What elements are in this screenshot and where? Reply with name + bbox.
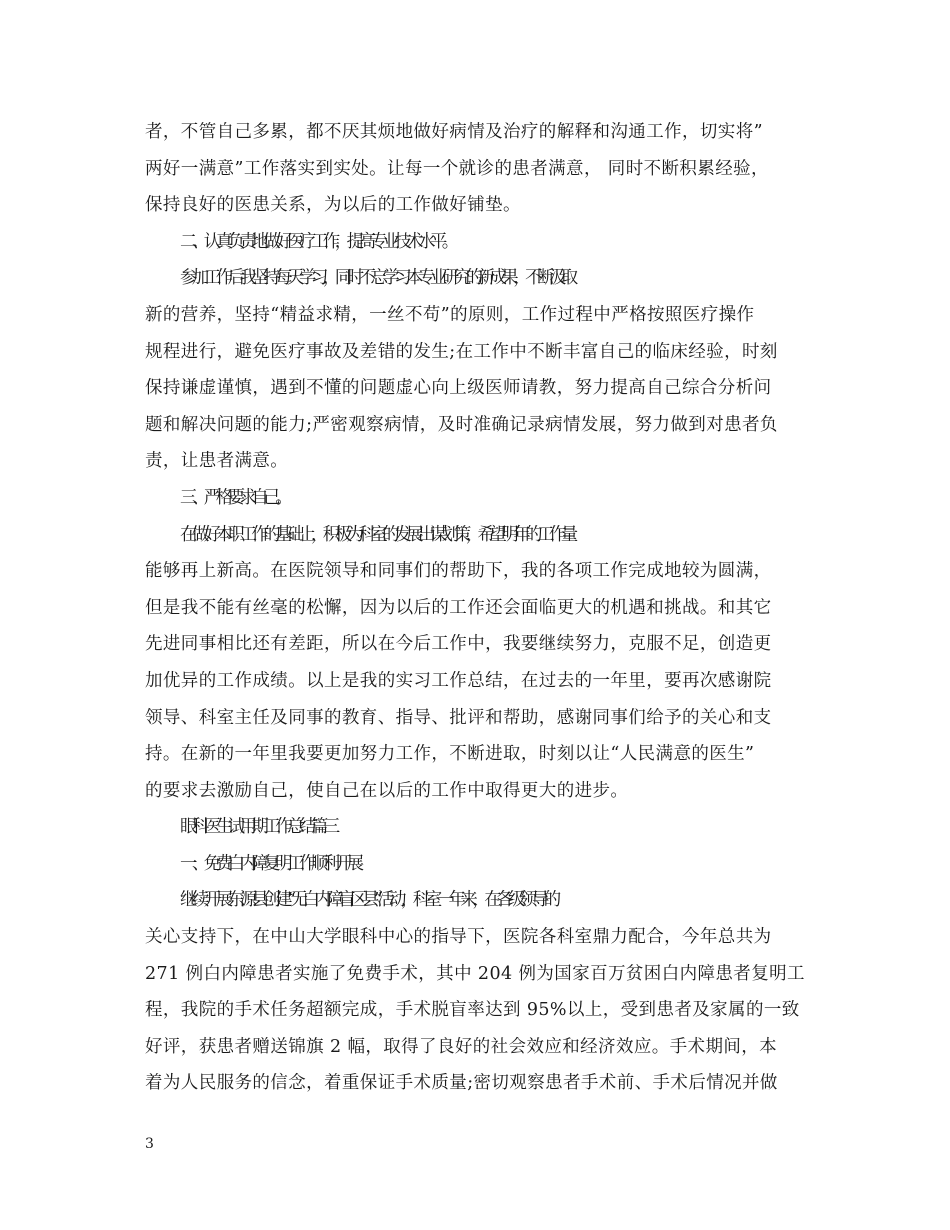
text-line: 眼科医生试用期工作总结篇三 <box>180 817 335 838</box>
text-line: 一、免费白内障复明工作顺利开展 <box>180 853 359 874</box>
text-line: 三、严格要求自己。 <box>180 487 288 508</box>
text-line: 好评，获患者赠送锦旗 2 幅，取得了良好的社会效应和经济效应。手术期间，本 <box>145 1036 778 1057</box>
text-line: 持。在新的一年里我要更加努力工作，不断进取，时刻以让“人民满意的医生” <box>145 744 755 765</box>
text-line: 先进同事相比还有差距，所以在今后工作中，我要继续努力，克服不足，创造更 <box>145 634 772 655</box>
text-line: 程，我院的手术任务超额完成，手术脱盲率达到 95%以上，受到患者及家属的一致 <box>145 1000 800 1021</box>
document-body <box>145 114 805 1102</box>
text-line: 在做好本职工作的基础上，积极为科室的发展出谋划策，希望明年的工作量 <box>180 524 573 545</box>
text-line: 加优异的工作成绩。以上是我的实习工作总结，在过去的一年里，要再次感谢院 <box>145 670 772 691</box>
text-line: 两好一满意”工作落实到实处。让每一个就诊的患者满意， 同时不断积累经验， <box>145 158 769 179</box>
text-line: 保持谦虚谨慎，遇到不懂的问题虚心向上级医师请教，努力提高自己综合分析问 <box>145 378 772 399</box>
text-line: 关心支持下，在中山大学眼科中心的指导下，医院各科室鼎力配合，今年总共为 <box>145 927 772 948</box>
text-line: 着为人民服务的信念，着重保证手术质量;密切观察患者手术前、手术后情况并做 <box>145 1073 778 1094</box>
text-line: 题和解决问题的能力;严密观察病情，及时准确记录病情发展，努力做到对患者负 <box>145 414 778 435</box>
page-number: 3 <box>145 1136 154 1152</box>
text-line: 保持良好的医患关系，为以后的工作做好铺垫。 <box>145 195 521 216</box>
text-line: 者，不管自己多累，都不厌其烦地做好病情及治疗的解释和沟通工作，切实将” <box>145 122 763 142</box>
text-line: 新的营养，坚持“精益求精，一丝不苟”的原则，工作过程中严格按照医疗操作 <box>145 304 755 325</box>
text-line: 参加工作后我坚持每天学习，同时不忘学习本专业研究的新成果，不断汲取 <box>180 268 573 289</box>
text-line: 271 例白内障患者实施了免费手术，其中 204 例为国家百万贫困白内障患者复明工 <box>145 963 805 984</box>
text-line: 领导、科室主任及同事的教育、指导、批评和帮助，感谢同事们给予的关心和支 <box>145 707 772 728</box>
text-line: 的要求去激励自己，使自己在以后的工作中取得更大的进步。 <box>145 780 629 801</box>
text-line: 规程进行，避免医疗事故及差错的发生;在工作中不断丰富自己的临床经验，时刻 <box>145 341 778 362</box>
text-line: 能够再上新高。在医院领导和同事们的帮助下，我的各项工作完成地较为圆满， <box>145 561 772 582</box>
text-line: 责，让患者满意。 <box>145 451 289 472</box>
text-line: 但是我不能有丝毫的松懈，因为以后的工作还会面临更大的机遇和挑战。和其它 <box>145 597 772 618</box>
text-line: 继续开展东源县创建“无白内障盲区县”活动，科室一年来，在各级领导的 <box>180 890 556 911</box>
text-line: 二、认真负责地做好医疗工作，提高专业技术水平。 <box>180 231 454 252</box>
